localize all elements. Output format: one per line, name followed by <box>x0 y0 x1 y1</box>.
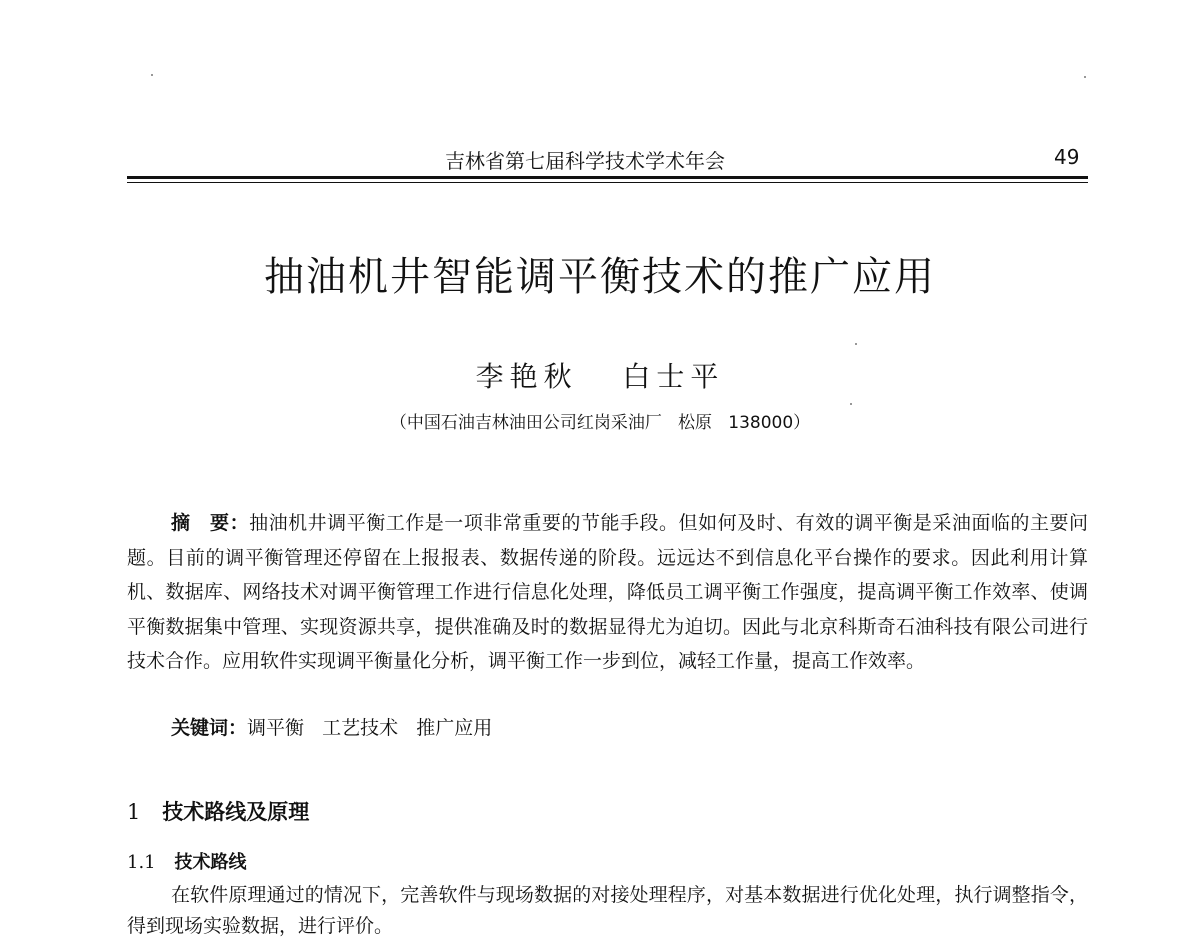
subsection-heading <box>127 848 246 874</box>
section-heading <box>127 796 309 826</box>
paper-title: 抽油机井智能调平衡技术的推广应用 <box>264 254 936 300</box>
subsection-number: 1.1 <box>127 852 156 873</box>
scan-speck <box>850 403 852 405</box>
paper-authors: 李艳秋 白士平 <box>475 360 725 393</box>
body-paragraph: 在软件原理通过的情况下，完善软件与现场数据的对接处理程序，对基本数据进行优化处理，执行调整指令，得到现场实验数据，进行评价。 <box>127 884 1088 937</box>
header-rule-thin <box>127 182 1088 183</box>
header-rule-thick <box>127 176 1088 179</box>
paper-affiliation: （中国石油吉林油田公司红岗采油厂 松原 138000） <box>389 413 811 433</box>
section-number: 1 <box>127 800 141 824</box>
abstract-label: 摘 要： <box>171 512 250 534</box>
scan-speck <box>1084 76 1086 78</box>
keywords-label: 关键词： <box>171 717 248 739</box>
abstract <box>127 506 1088 679</box>
scan-speck <box>855 343 857 345</box>
abstract-text: 抽油机井调平衡工作是一项非常重要的节能手段。但如何及时、有效的调平衡是采油面临的主要问题。目前的调平衡管理还停留在上报报表、数据传递的阶段。远远达不到信息化平台操作的要求。因此利用计算机、数据库、网络技术对调平衡管理工作进行信息化处理，降低员工调平衡工作强度，提高调平衡工作效率、使调平衡数据集中管理、实现资源共享，提供准确及时的数据显得尤为迫切。因此与北京科斯奇石油科技有限公司进行技术合作。应用软件实现调平衡量化分析，调平衡工作一步到位，减轻工作量，提高工作效率。 <box>127 512 1088 672</box>
page-number: 49 <box>1054 145 1080 169</box>
keywords <box>171 713 492 740</box>
section-title: 技术路线及原理 <box>162 800 310 824</box>
running-title: 吉林省第七届科学技术学术年会 <box>445 149 725 173</box>
subsection-title: 技术路线 <box>174 852 247 873</box>
scan-speck <box>151 74 153 76</box>
keywords-text: 调平衡 工艺技术 推广应用 <box>247 717 493 739</box>
